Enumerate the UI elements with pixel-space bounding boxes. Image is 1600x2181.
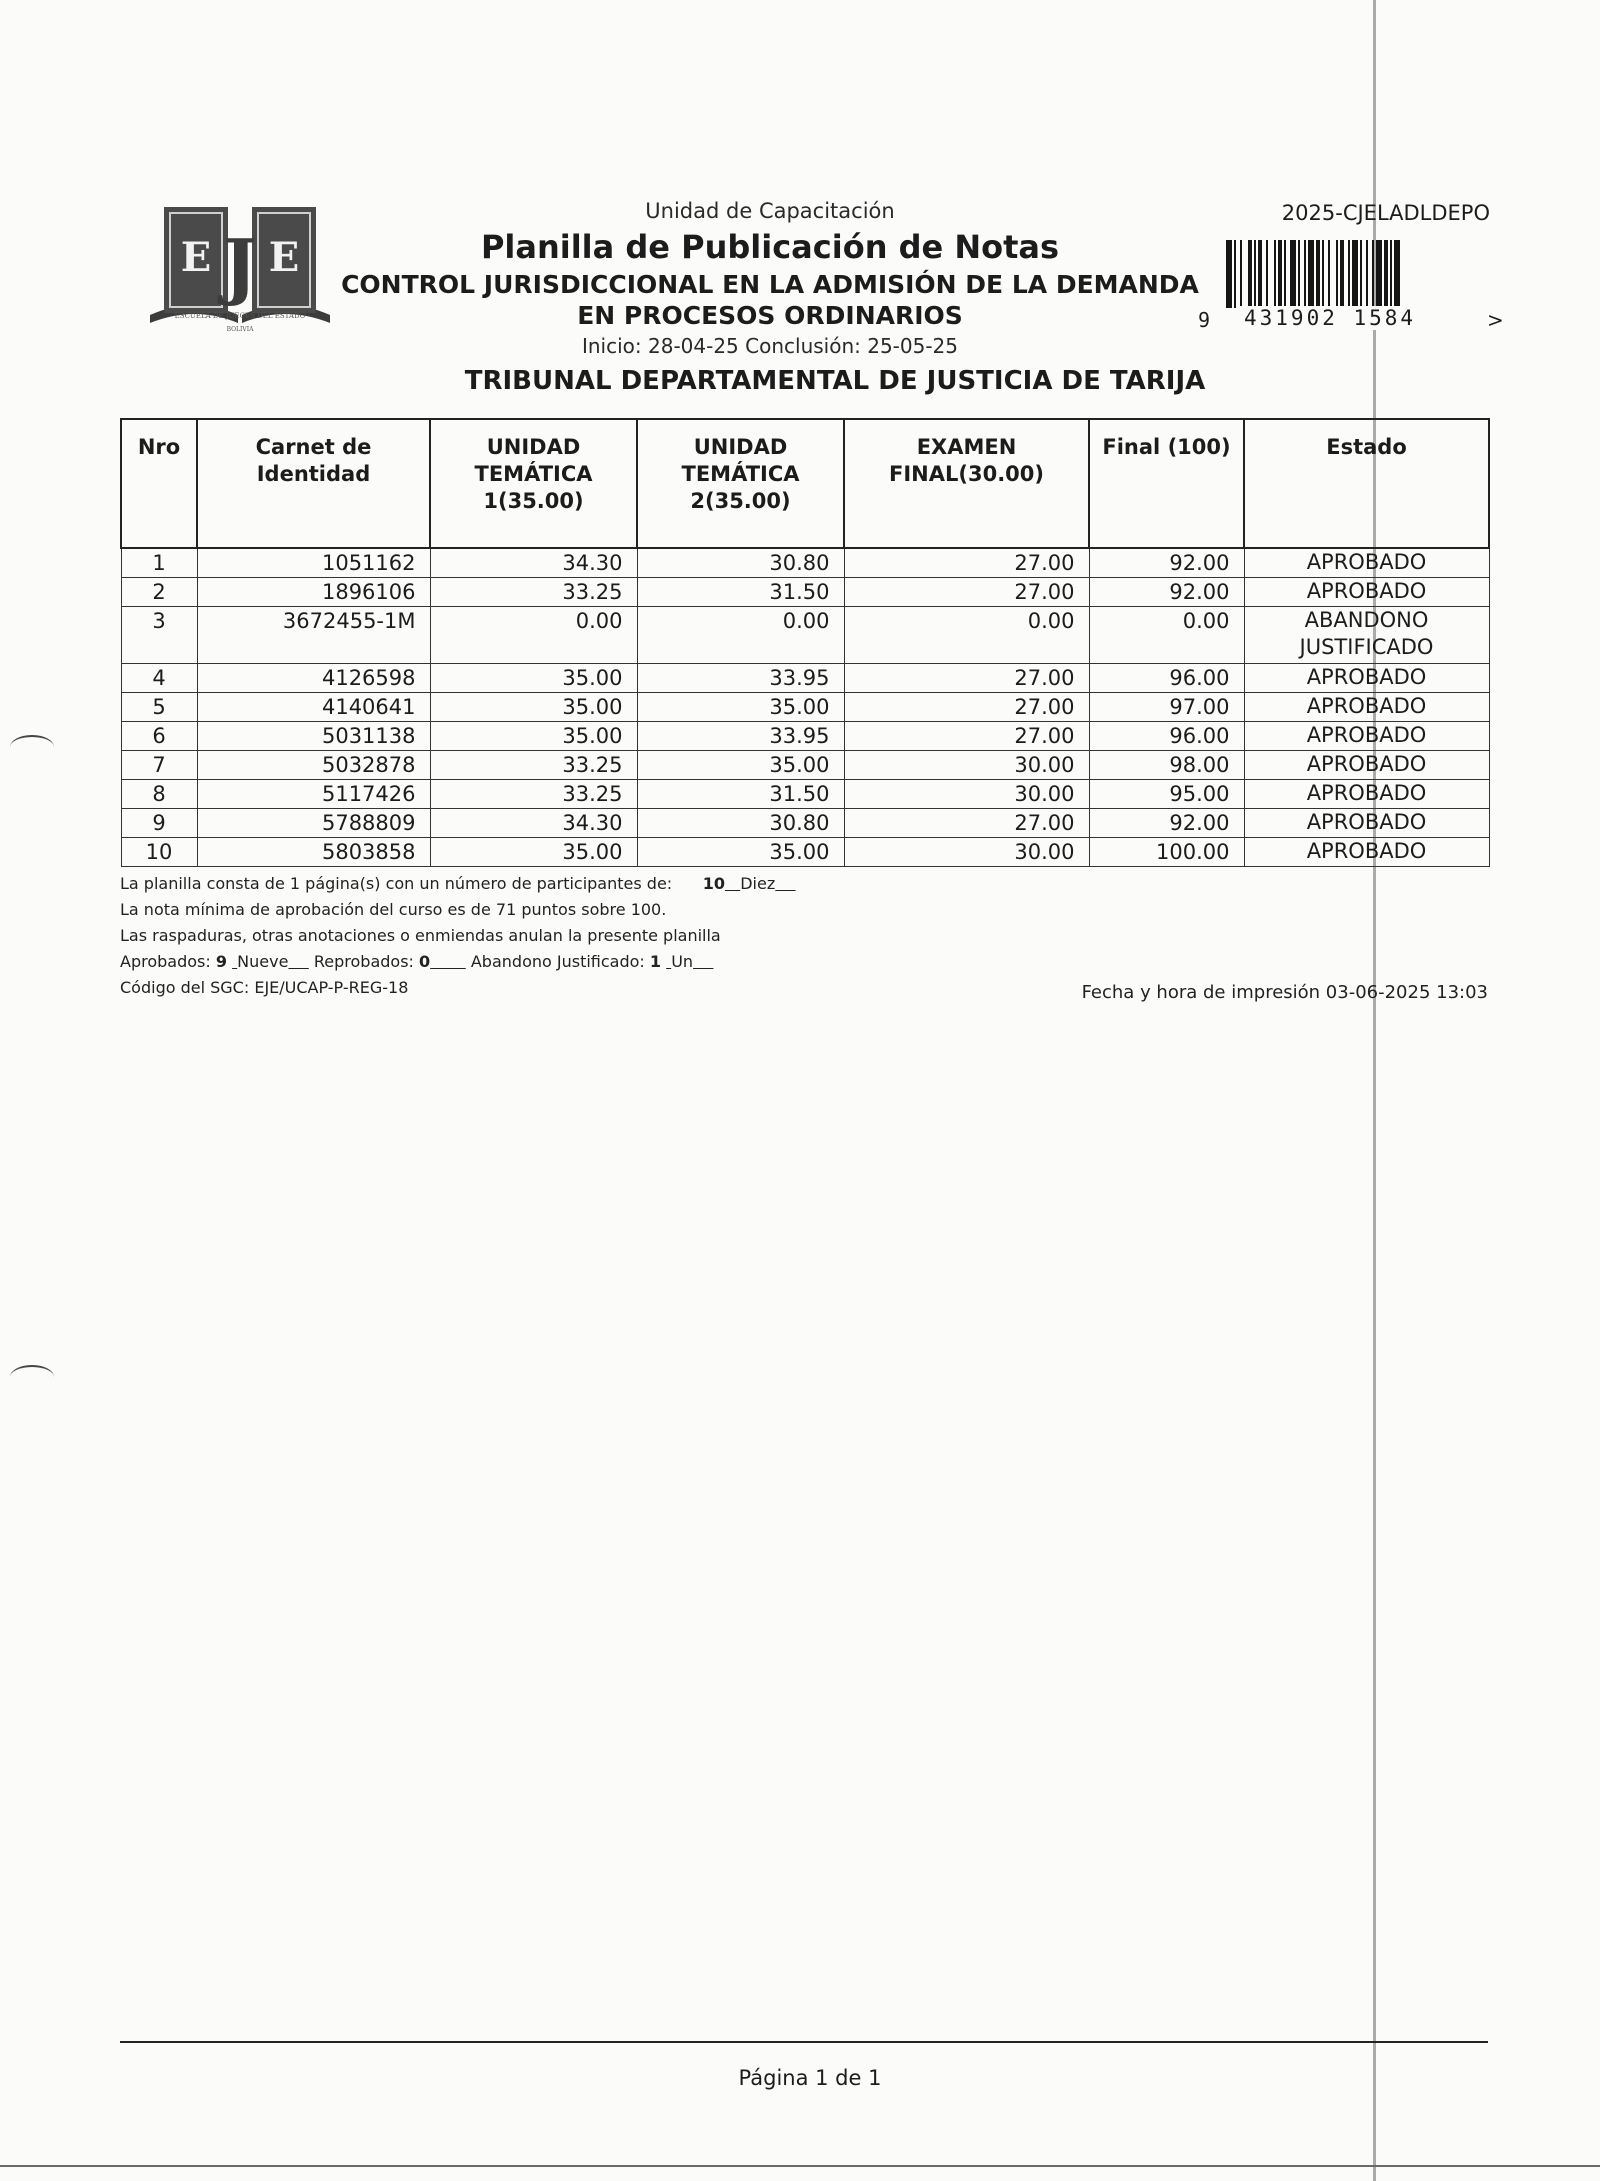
reprobados-count: 0 xyxy=(419,952,431,971)
cell-final: 97.00 xyxy=(1089,693,1244,722)
table-row xyxy=(121,693,1489,722)
header-final: Final (100) xyxy=(1089,419,1244,548)
cell-unidad2: 35.00 xyxy=(637,751,844,780)
page-title: Planilla de Publicación de Notas xyxy=(480,228,1060,266)
cell-unidad2: 31.50 xyxy=(637,578,844,607)
abandono-label: Abandono Justificado: xyxy=(470,952,645,971)
svg-text:E: E xyxy=(180,234,212,281)
cell-examen: 30.00 xyxy=(844,780,1089,809)
cell-final: 100.00 xyxy=(1089,838,1244,867)
barcode xyxy=(1226,240,1463,308)
cell-unidad1: 33.25 xyxy=(430,751,637,780)
grades-table xyxy=(120,418,1490,867)
footer-divider xyxy=(120,2041,1488,2043)
punch-hole-mark xyxy=(10,1365,54,1389)
participants-count: 10 xyxy=(702,874,725,893)
cell-examen: 27.00 xyxy=(844,548,1089,578)
cell-unidad2: 35.00 xyxy=(637,693,844,722)
table-row xyxy=(121,664,1489,693)
cell-nro: 7 xyxy=(121,751,197,780)
aprobados-count: 9 xyxy=(215,952,227,971)
cell-carnet: 5788809 xyxy=(197,809,430,838)
header-carnet: Carnet de Identidad xyxy=(197,419,430,548)
minimum-grade-note: La nota mínima de aprobación del curso es de 71 puntos sobre 100. xyxy=(120,900,667,919)
participants-note xyxy=(120,874,796,894)
cell-estado: APROBADO xyxy=(1244,693,1489,722)
header-examen: EXAMEN FINAL(30.00) xyxy=(844,419,1089,548)
reprobados-label: Reprobados: xyxy=(313,952,414,971)
cell-carnet: 5032878 xyxy=(197,751,430,780)
results-summary xyxy=(120,952,713,972)
cell-final: 92.00 xyxy=(1089,578,1244,607)
cell-examen: 27.00 xyxy=(844,664,1089,693)
cell-carnet: 5031138 xyxy=(197,722,430,751)
cell-final: 96.00 xyxy=(1089,722,1244,751)
barcode-number: 431902 1584 xyxy=(1240,306,1420,330)
unit-name: Unidad de Capacitación xyxy=(645,199,895,223)
cell-unidad2: 35.00 xyxy=(637,838,844,867)
participants-text: La planilla consta de 1 página(s) con un número de participantes de: xyxy=(120,874,673,893)
cell-unidad1: 0.00 xyxy=(430,607,637,664)
barcode-prefix: 9 xyxy=(1198,308,1211,332)
cell-carnet: 1051162 xyxy=(197,548,430,578)
cell-carnet: 5803858 xyxy=(197,838,430,867)
cell-final: 92.00 xyxy=(1089,548,1244,578)
cell-estado: APROBADO xyxy=(1244,578,1489,607)
cell-carnet: 4140641 xyxy=(197,693,430,722)
abandono-count: 1 xyxy=(649,952,662,971)
cell-estado: APROBADO xyxy=(1244,838,1489,867)
cell-carnet: 4126598 xyxy=(197,664,430,693)
cell-nro: 2 xyxy=(121,578,197,607)
cell-estado: APROBADO xyxy=(1244,664,1489,693)
cell-unidad1: 33.25 xyxy=(430,578,637,607)
course-name-line1: CONTROL JURISDICCIONAL EN LA ADMISIÓN DE LA DEMANDA xyxy=(341,270,1199,299)
table-row xyxy=(121,548,1489,578)
cell-unidad1: 35.00 xyxy=(430,693,637,722)
cell-examen: 0.00 xyxy=(844,607,1089,664)
punch-hole-mark xyxy=(10,735,54,759)
table-row xyxy=(121,809,1489,838)
cell-nro: 10 xyxy=(121,838,197,867)
cell-nro: 6 xyxy=(121,722,197,751)
cell-unidad1: 34.30 xyxy=(430,548,637,578)
aprobados-words: Nueve xyxy=(237,952,289,971)
cell-examen: 27.00 xyxy=(844,693,1089,722)
cell-estado: APROBADO xyxy=(1244,722,1489,751)
aprobados-label: Aprobados: xyxy=(120,952,211,971)
table-row xyxy=(121,780,1489,809)
course-name-line2: EN PROCESOS ORDINARIOS xyxy=(577,301,963,330)
table-row xyxy=(121,578,1489,607)
cell-examen: 27.00 xyxy=(844,578,1089,607)
cell-examen: 27.00 xyxy=(844,722,1089,751)
header-nro: Nro xyxy=(121,419,197,548)
barcode-arrow: > xyxy=(1487,308,1504,332)
cell-estado: APROBADO xyxy=(1244,780,1489,809)
cell-nro: 4 xyxy=(121,664,197,693)
cell-estado: APROBADO xyxy=(1244,751,1489,780)
cell-nro: 8 xyxy=(121,780,197,809)
table-row xyxy=(121,722,1489,751)
sgc-code: Código del SGC: EJE/UCAP-P-REG-18 xyxy=(120,978,409,997)
cell-carnet: 1896106 xyxy=(197,578,430,607)
cell-unidad2: 33.95 xyxy=(637,664,844,693)
cell-nro: 3 xyxy=(121,607,197,664)
alteration-warning: Las raspaduras, otras anotaciones o enmiendas anulan la presente planilla xyxy=(120,926,721,945)
cell-unidad1: 35.00 xyxy=(430,838,637,867)
logo-caption-city: BOLIVIA xyxy=(226,326,254,333)
cell-final: 92.00 xyxy=(1089,809,1244,838)
logo-caption: ESCUELA DE JUECES DEL ESTADO xyxy=(174,312,306,320)
header-unidad2: UNIDAD TEMÁTICA 2(35.00) xyxy=(637,419,844,548)
cell-final: 0.00 xyxy=(1089,607,1244,664)
table-row xyxy=(121,838,1489,867)
cell-unidad2: 30.80 xyxy=(637,548,844,578)
cell-nro: 9 xyxy=(121,809,197,838)
cell-nro: 1 xyxy=(121,548,197,578)
header-unidad1: UNIDAD TEMÁTICA 1(35.00) xyxy=(430,419,637,548)
cell-estado: APROBADO xyxy=(1244,548,1489,578)
svg-text:J: J xyxy=(222,223,258,308)
cell-unidad2: 0.00 xyxy=(637,607,844,664)
cell-examen: 27.00 xyxy=(844,809,1089,838)
scan-artifact-bottom-line xyxy=(0,2165,1600,2167)
header-estado: Estado xyxy=(1244,419,1489,548)
cell-unidad1: 34.30 xyxy=(430,809,637,838)
cell-unidad1: 33.25 xyxy=(430,780,637,809)
cell-final: 96.00 xyxy=(1089,664,1244,693)
table-row xyxy=(121,751,1489,780)
cell-carnet: 3672455-1M xyxy=(197,607,430,664)
svg-text:E: E xyxy=(268,234,300,281)
cell-unidad2: 31.50 xyxy=(637,780,844,809)
cell-unidad1: 35.00 xyxy=(430,722,637,751)
tribunal-name: TRIBUNAL DEPARTAMENTAL DE JUSTICIA DE TARIJA xyxy=(464,366,1206,396)
course-dates: Inicio: 28-04-25 Conclusión: 25-05-25 xyxy=(581,334,959,358)
document-code: 2025-CJELADLDEPO xyxy=(1281,201,1490,225)
abandono-words: Un xyxy=(671,952,694,971)
cell-final: 95.00 xyxy=(1089,780,1244,809)
cell-unidad2: 33.95 xyxy=(637,722,844,751)
cell-examen: 30.00 xyxy=(844,838,1089,867)
print-datetime: Fecha y hora de impresión 03-06-2025 13:03 xyxy=(1081,982,1488,1003)
table-header-row xyxy=(121,419,1489,548)
cell-unidad1: 35.00 xyxy=(430,664,637,693)
table-row xyxy=(121,607,1489,664)
page-number: Página 1 de 1 xyxy=(738,2066,882,2090)
cell-final: 98.00 xyxy=(1089,751,1244,780)
cell-unidad2: 30.80 xyxy=(637,809,844,838)
cell-estado: APROBADO xyxy=(1244,809,1489,838)
cell-estado: ABANDONO JUSTIFICADO xyxy=(1244,607,1489,664)
cell-carnet: 5117426 xyxy=(197,780,430,809)
cell-nro: 5 xyxy=(121,693,197,722)
participants-words: Diez xyxy=(740,874,776,893)
cell-examen: 30.00 xyxy=(844,751,1089,780)
